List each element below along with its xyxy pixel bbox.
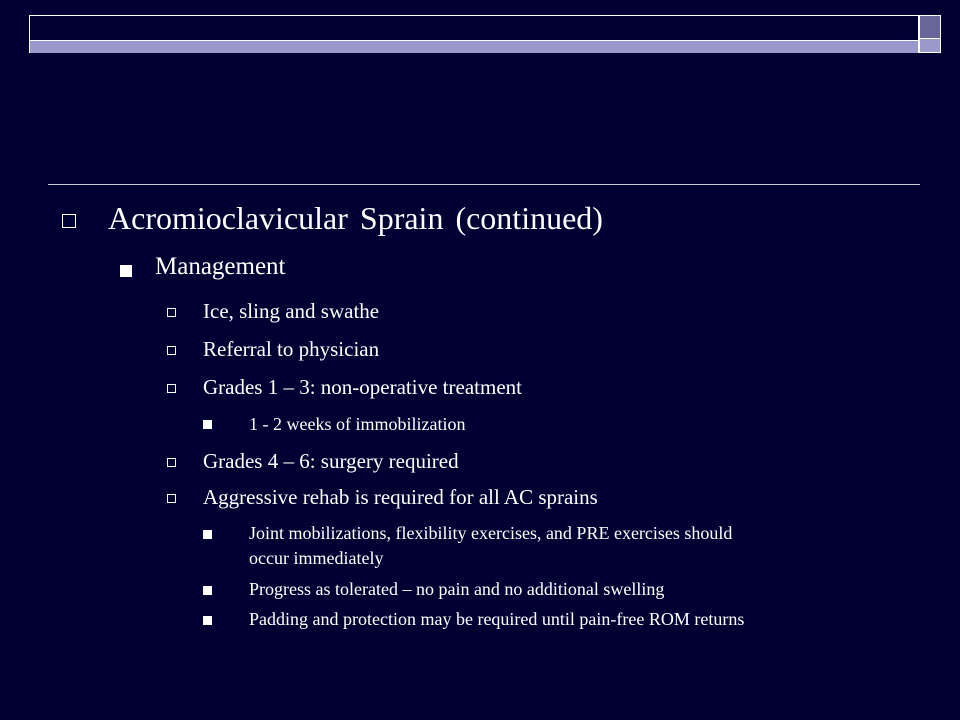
hollow-square-bullet-icon: [167, 458, 176, 467]
list-subitem-text: Progress as tolerated – no pain and no additional swelling: [249, 579, 665, 599]
list-subitem-text: Joint mobilizations, flexibility exercises, and PRE exercises should: [249, 523, 733, 543]
hollow-square-bullet-icon: [62, 214, 76, 228]
list-subitem-text: Padding and protection may be required until pain-free ROM returns: [249, 609, 745, 629]
list-subitem-text: 1 - 2 weeks of immobilization: [249, 414, 466, 434]
slide-subheading: Management: [155, 253, 286, 280]
list-item-text: Referral to physician: [203, 337, 380, 361]
hollow-square-bullet-icon: [167, 494, 176, 503]
list-item-text: Aggressive rehab is required for all AC sprains: [203, 485, 598, 509]
header-band-lower: [30, 40, 918, 53]
list-item-text: Grades 4 – 6: surgery required: [203, 449, 459, 473]
corner-block-dark: [919, 15, 941, 39]
solid-square-bullet-icon: [203, 616, 212, 625]
solid-square-bullet-icon: [203, 586, 212, 595]
corner-block-light: [919, 38, 941, 53]
header-band-upper: [30, 16, 918, 40]
slide-heading: Acromioclavicular Sprain (continued): [108, 200, 603, 236]
title-divider: [48, 184, 920, 185]
solid-square-bullet-icon: [120, 265, 132, 277]
list-subitem-text: occur immediately: [249, 548, 384, 568]
hollow-square-bullet-icon: [167, 346, 176, 355]
list-item-text: Ice, sling and swathe: [203, 299, 380, 323]
solid-square-bullet-icon: [203, 530, 212, 539]
hollow-square-bullet-icon: [167, 308, 176, 317]
header-decoration-bar: [29, 15, 919, 53]
list-item-text: Grades 1 – 3: non-operative treatment: [203, 375, 522, 399]
solid-square-bullet-icon: [203, 420, 212, 429]
hollow-square-bullet-icon: [167, 384, 176, 393]
